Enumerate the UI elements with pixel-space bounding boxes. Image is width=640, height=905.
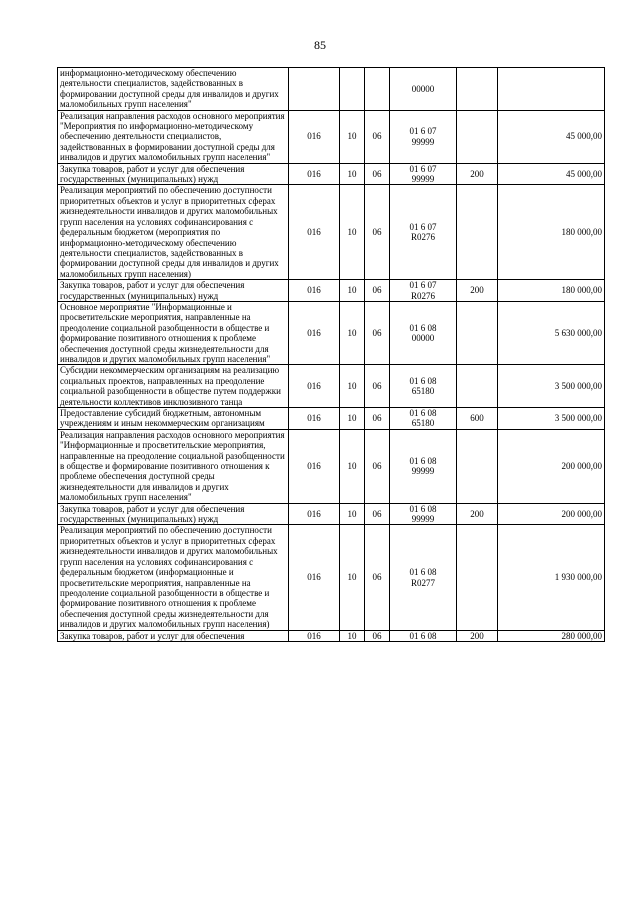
row-ministry-code: 016 (289, 110, 340, 163)
row-ministry-code: 016 (289, 408, 340, 430)
row-amount: 200 000,00 (498, 503, 605, 525)
row-target-code-line1: 01 6 08 (409, 567, 437, 578)
row-subsection: 06 (365, 630, 390, 641)
row-expense-type (457, 429, 498, 503)
budget-table-body (58, 68, 605, 642)
row-target-code (390, 525, 457, 630)
table-row (58, 301, 605, 364)
row-target-code (390, 68, 457, 111)
row-subsection: 06 (365, 301, 390, 364)
row-target-code-line2: 99999 (411, 136, 435, 147)
row-name: Закупка товаров, работ и услуг для обеспечения (58, 630, 289, 641)
row-target-code-line2: 99999 (411, 174, 435, 185)
row-amount: 3 500 000,00 (498, 365, 605, 408)
row-subsection: 06 (365, 429, 390, 503)
row-expense-type: 200 (457, 163, 498, 185)
row-name: Реализация мероприятий по обеспечению доступности приоритетных объектов и услуг в приоритетных сферах жизнедеятельности инвалидов и других маломобильных групп населения на условиях софинансирования с федеральным бюджетом (мероприятия по информационно-методическому обеспечению деятельности специалистов, задействованных в формировании доступной среды для инвалидов и других маломобильных групп населения) (58, 185, 289, 280)
row-amount: 45 000,00 (498, 110, 605, 163)
row-subsection: 06 (365, 185, 390, 280)
row-amount: 180 000,00 (498, 280, 605, 302)
row-target-code-line1: 01 6 08 (409, 375, 437, 386)
row-amount: 280 000,00 (498, 630, 605, 641)
row-amount: 180 000,00 (498, 185, 605, 280)
row-target-code-line2: 65180 (411, 386, 435, 397)
table-row (58, 110, 605, 163)
row-ministry-code: 016 (289, 163, 340, 185)
row-target-code-line2: 65180 (411, 418, 435, 429)
row-target-code (390, 503, 457, 525)
row-target-code-line1: 01 6 08 (409, 408, 437, 418)
row-target-code-line2: R0277 (410, 577, 435, 588)
row-target-code-line1: 01 6 08 (409, 322, 437, 333)
row-target-code-line1: 01 6 07 (409, 280, 437, 291)
row-expense-type (457, 525, 498, 630)
row-ministry-code: 016 (289, 280, 340, 302)
row-subsection: 06 (365, 163, 390, 185)
row-section: 10 (340, 110, 365, 163)
row-name: информационно-методическому обеспечению деятельности специалистов, задействованных в формировании доступной среды для инвалидов и других маломобильных групп населения" (58, 68, 289, 111)
row-ministry-code: 016 (289, 301, 340, 364)
row-expense-type: 200 (457, 280, 498, 302)
row-target-code-line2: R0276 (410, 232, 435, 243)
row-ministry-code: 016 (289, 365, 340, 408)
budget-table (57, 67, 605, 642)
row-target-code (390, 429, 457, 503)
row-ministry-code: 016 (289, 429, 340, 503)
table-row (58, 408, 605, 430)
row-ministry-code (289, 68, 340, 111)
table-row (58, 163, 605, 185)
row-target-code-line1: 00000 (411, 83, 435, 94)
row-expense-type (457, 365, 498, 408)
row-target-code (390, 365, 457, 408)
row-section: 10 (340, 185, 365, 280)
row-target-code (390, 110, 457, 163)
row-section: 10 (340, 630, 365, 641)
row-target-code-line1: 01 6 07 (409, 126, 437, 137)
table-row (58, 185, 605, 280)
row-name: Закупка товаров, работ и услуг для обеспечения государственных (муниципальных) нужд (58, 163, 289, 185)
row-expense-type: 200 (457, 503, 498, 525)
row-amount: 200 000,00 (498, 429, 605, 503)
row-amount (498, 68, 605, 111)
row-expense-type (457, 68, 498, 111)
row-target-code-line2: 99999 (411, 466, 435, 477)
row-subsection: 06 (365, 365, 390, 408)
row-name: Предоставление субсидий бюджетным, автономным учреждениям и иным некоммерческим организациям (58, 408, 289, 430)
row-expense-type: 200 (457, 630, 498, 641)
row-target-code-line2: R0276 (410, 290, 435, 301)
row-section: 10 (340, 408, 365, 430)
row-subsection: 06 (365, 525, 390, 630)
row-target-code (390, 280, 457, 302)
row-ministry-code: 016 (289, 630, 340, 641)
row-expense-type (457, 110, 498, 163)
row-name: Закупка товаров, работ и услуг для обеспечения государственных (муниципальных) нужд (58, 503, 289, 525)
row-target-code (390, 185, 457, 280)
row-ministry-code: 016 (289, 525, 340, 630)
page-number: 85 (314, 38, 326, 52)
row-name: Реализация направления расходов основного мероприятия "Информационные и просветительские мероприятия, направленные на преодоление социальной разобщенности в обществе и формирование позитивного отношения к проблеме обеспечения доступной среды жизнедеятельности для инвалидов и других маломобильных групп населения" (58, 429, 289, 503)
row-section: 10 (340, 503, 365, 525)
row-subsection: 06 (365, 503, 390, 525)
row-section: 10 (340, 429, 365, 503)
row-expense-type (457, 185, 498, 280)
row-ministry-code: 016 (289, 503, 340, 525)
table-row (58, 365, 605, 408)
row-name: Субсидии некоммерческим организациям на реализацию социальных проектов, направленных на преодоление социальной разобщенности в обществе путем поддержки деятельности коллективов инклюзивного танца (58, 365, 289, 408)
table-row (58, 525, 605, 630)
row-name: Реализация мероприятий по обеспечению доступности приоритетных объектов и услуг в приоритетных сферах жизнедеятельности инвалидов и других маломобильных групп населения на условиях софинансирования с федеральным бюджетом (информационные и просветительские мероприятия, направленные на преодоление социальной разобщенности в обществе и формирование позитивного отношения к проблеме обеспечения доступной среды жизнедеятельности для инвалидов и других маломобильных групп населения) (58, 525, 289, 630)
row-target-code-line2: 00000 (411, 333, 435, 344)
row-subsection (365, 68, 390, 111)
table-row (58, 429, 605, 503)
row-subsection: 06 (365, 408, 390, 430)
row-amount: 1 930 000,00 (498, 525, 605, 630)
row-section: 10 (340, 163, 365, 185)
table-row (58, 503, 605, 525)
row-target-code (390, 301, 457, 364)
row-target-code (390, 630, 457, 641)
row-target-code-line1: 01 6 08 (409, 630, 437, 641)
row-target-code-line2: 99999 (411, 514, 435, 525)
table-row (58, 280, 605, 302)
row-name: Реализация направления расходов основного мероприятия "Мероприятия по информационно-методическому обеспечению деятельности специалистов, задействованных в формировании доступной среды для инвалидов и других маломобильных групп населения" (58, 110, 289, 163)
row-amount: 5 630 000,00 (498, 301, 605, 364)
row-subsection: 06 (365, 110, 390, 163)
row-name: Закупка товаров, работ и услуг для обеспечения государственных (муниципальных) нужд (58, 280, 289, 302)
row-subsection: 06 (365, 280, 390, 302)
row-amount: 3 500 000,00 (498, 408, 605, 430)
row-target-code-line1: 01 6 07 (409, 163, 437, 174)
row-section: 10 (340, 365, 365, 408)
row-target-code (390, 408, 457, 430)
row-target-code-line1: 01 6 08 (409, 503, 437, 514)
row-expense-type: 600 (457, 408, 498, 430)
row-ministry-code: 016 (289, 185, 340, 280)
row-name: Основное мероприятие "Информационные и просветительские мероприятия, направленные на преодоление социальной разобщенности в обществе и формирование позитивного отношения к проблеме обеспечения доступной среды жизнедеятельности для инвалидов и других маломобильных групп населения" (58, 301, 289, 364)
table-row (58, 68, 605, 111)
row-section: 10 (340, 301, 365, 364)
table-row (58, 630, 605, 641)
row-section (340, 68, 365, 111)
row-amount: 45 000,00 (498, 163, 605, 185)
row-expense-type (457, 301, 498, 364)
row-section: 10 (340, 280, 365, 302)
row-target-code-line1: 01 6 07 (409, 221, 437, 232)
row-section: 10 (340, 525, 365, 630)
row-target-code-line1: 01 6 08 (409, 455, 437, 466)
row-target-code (390, 163, 457, 185)
